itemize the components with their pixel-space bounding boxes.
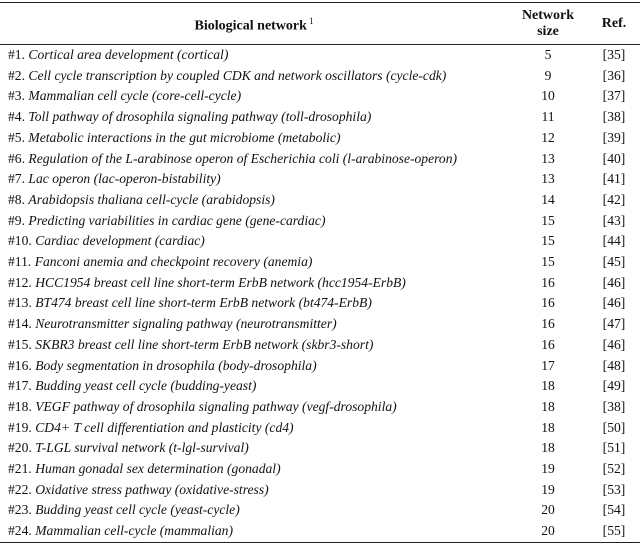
cell-network xyxy=(0,211,508,232)
network-number: #13. xyxy=(8,295,32,311)
network-number: #22. xyxy=(8,481,32,497)
cell-reference: [55] xyxy=(602,523,626,539)
table-row xyxy=(0,418,640,439)
table-row xyxy=(0,459,640,480)
table-row xyxy=(0,45,640,66)
cell-network-size: 16 xyxy=(541,295,555,311)
table-row xyxy=(0,356,640,377)
network-description: Mammalian cell-cycle (mammalian) xyxy=(35,523,234,539)
network-number: #4. xyxy=(8,109,25,125)
cell-network-size: 10 xyxy=(541,88,555,104)
network-number: #12. xyxy=(8,274,32,290)
cell-reference: [36] xyxy=(602,67,626,83)
cell-network xyxy=(0,356,508,377)
network-description: Predicting variabilities in cardiac gene (gene-cardiac) xyxy=(28,212,326,228)
network-description: Cortical area development (cortical) xyxy=(28,47,229,62)
cell-network-size: 15 xyxy=(541,212,555,228)
network-description: SKBR3 breast cell line short-term ErbB network (skbr3-short) xyxy=(35,336,374,352)
table-row xyxy=(0,211,640,232)
network-number: #2. xyxy=(8,67,25,83)
cell-reference: [35] xyxy=(602,47,626,62)
network-number: #15. xyxy=(8,336,32,352)
cell-network xyxy=(0,480,508,501)
header-size-line2: size xyxy=(537,24,559,39)
cell-network xyxy=(0,231,508,252)
network-number: #9. xyxy=(8,212,25,228)
network-number: #7. xyxy=(8,171,25,187)
table-header xyxy=(0,3,640,45)
cell-network xyxy=(0,418,508,439)
cell-reference: [46] xyxy=(602,274,626,290)
cell-network-size: 19 xyxy=(541,481,555,497)
cell-reference: [45] xyxy=(602,254,626,270)
cell-reference: [46] xyxy=(602,336,626,352)
cell-reference: [44] xyxy=(602,233,626,249)
network-number: #1. xyxy=(8,47,25,62)
cell-network xyxy=(0,376,508,397)
network-number: #20. xyxy=(8,440,32,456)
network-number: #21. xyxy=(8,461,32,477)
table-row xyxy=(0,231,640,252)
network-description: Regulation of the L-arabinose operon of Escherichia coli (l-arabinose-operon) xyxy=(28,150,458,166)
table-row xyxy=(0,66,640,87)
cell-network xyxy=(0,397,508,418)
network-number: #5. xyxy=(8,129,25,145)
cell-network xyxy=(0,66,508,87)
cell-network-size: 17 xyxy=(541,357,555,373)
table-row xyxy=(0,128,640,149)
cell-network-size: 20 xyxy=(541,502,555,518)
cell-reference: [54] xyxy=(602,502,626,518)
network-description: Body segmentation in drosophila (body-drosophila) xyxy=(35,357,317,373)
cell-network-size: 13 xyxy=(541,171,555,187)
cell-reference: [39] xyxy=(602,129,626,145)
network-description: Arabidopsis thaliana cell-cycle (arabidopsis) xyxy=(28,191,275,207)
network-description: Metabolic interactions in the gut microbiome (metabolic) xyxy=(28,129,341,145)
network-table xyxy=(0,2,640,543)
header-network-size xyxy=(508,3,588,45)
cell-reference: [42] xyxy=(602,191,626,207)
table-row xyxy=(0,438,640,459)
cell-reference: [40] xyxy=(602,150,626,166)
cell-network-size: 12 xyxy=(541,129,555,145)
network-description: BT474 breast cell line short-term ErbB network (bt474-ErbB) xyxy=(35,295,372,311)
header-size-line1: Network xyxy=(521,8,575,23)
cell-network xyxy=(0,500,508,521)
cell-network xyxy=(0,314,508,335)
network-number: #11. xyxy=(8,254,32,270)
cell-network xyxy=(0,128,508,149)
cell-reference: [46] xyxy=(602,295,626,311)
network-number: #23. xyxy=(8,502,32,518)
cell-network-size: 15 xyxy=(541,254,555,270)
network-number: #8. xyxy=(8,191,25,207)
network-description: Toll pathway of drosophila signaling pathway (toll-drosophila) xyxy=(28,109,372,125)
cell-reference: [38] xyxy=(602,109,626,125)
cell-reference: [52] xyxy=(602,461,626,477)
cell-network-size: 11 xyxy=(541,109,555,125)
network-description: Human gonadal sex determination (gonadal) xyxy=(35,461,281,477)
network-number: #19. xyxy=(8,419,32,435)
cell-reference: [50] xyxy=(602,419,626,435)
cell-network xyxy=(0,169,508,190)
cell-reference: [38] xyxy=(602,398,626,414)
network-number: #10. xyxy=(8,233,32,249)
cell-network xyxy=(0,438,508,459)
network-description: Budding yeast cell cycle (budding-yeast) xyxy=(35,378,257,394)
network-number: #6. xyxy=(8,150,25,166)
cell-network-size: 9 xyxy=(544,67,552,83)
header-network-label: Biological network xyxy=(194,18,307,34)
network-description: Oxidative stress pathway (oxidative-stress) xyxy=(35,481,269,497)
network-description: VEGF pathway of drosophila signaling pathway (vegf-drosophila) xyxy=(35,398,397,414)
cell-network-size: 15 xyxy=(541,233,555,249)
table-row xyxy=(0,273,640,294)
cell-network xyxy=(0,149,508,170)
cell-network xyxy=(0,190,508,211)
cell-network-size: 13 xyxy=(541,150,555,166)
cell-network-size: 20 xyxy=(541,523,555,539)
cell-reference: [48] xyxy=(602,357,626,373)
network-number: #14. xyxy=(8,316,32,332)
cell-reference: [41] xyxy=(602,171,626,187)
network-description: Mammalian cell cycle (core-cell-cycle) xyxy=(28,88,242,104)
table-row xyxy=(0,86,640,107)
table-row xyxy=(0,149,640,170)
network-number: #16. xyxy=(8,357,32,373)
network-number: #3. xyxy=(8,88,25,104)
cell-network-size: 16 xyxy=(541,274,555,290)
table-row xyxy=(0,107,640,128)
table-row xyxy=(0,376,640,397)
cell-reference: [37] xyxy=(602,88,626,104)
network-number: #17. xyxy=(8,378,32,394)
cell-network xyxy=(0,252,508,273)
cell-reference: [49] xyxy=(602,378,626,394)
table-row xyxy=(0,500,640,521)
network-description: T-LGL survival network (t-lgl-survival) xyxy=(35,440,249,456)
cell-network-size: 16 xyxy=(541,336,555,352)
cell-network xyxy=(0,293,508,314)
network-number: #24. xyxy=(8,523,32,539)
header-ref: Ref. xyxy=(601,16,627,31)
cell-network xyxy=(0,273,508,294)
cell-network-size: 5 xyxy=(544,47,552,62)
cell-network xyxy=(0,459,508,480)
cell-reference: [51] xyxy=(602,440,626,456)
cell-network xyxy=(0,521,508,542)
cell-network-size: 16 xyxy=(541,316,555,332)
network-description: Cell cycle transcription by coupled CDK and network oscillators (cycle-cdk) xyxy=(28,67,447,83)
table-body xyxy=(0,45,640,543)
network-description: Budding yeast cell cycle (yeast-cycle) xyxy=(35,502,240,518)
cell-reference: [53] xyxy=(602,481,626,497)
cell-network xyxy=(0,45,508,66)
cell-network-size: 19 xyxy=(541,461,555,477)
table-row xyxy=(0,252,640,273)
table-row xyxy=(0,293,640,314)
cell-network xyxy=(0,335,508,356)
network-number: #18. xyxy=(8,398,32,414)
network-description: HCC1954 breast cell line short-term ErbB network (hcc1954-ErbB) xyxy=(35,274,406,290)
cell-reference: [43] xyxy=(602,212,626,228)
table-row xyxy=(0,314,640,335)
table-row xyxy=(0,521,640,542)
cell-network xyxy=(0,107,508,128)
cell-network xyxy=(0,86,508,107)
table-row xyxy=(0,335,640,356)
table-row xyxy=(0,169,640,190)
cell-network-size: 18 xyxy=(541,378,555,394)
cell-reference: [47] xyxy=(602,316,626,332)
network-description: Fanconi anemia and checkpoint recovery (anemia) xyxy=(34,254,313,270)
table-row xyxy=(0,397,640,418)
network-description: Lac operon (lac-operon-bistability) xyxy=(28,171,221,187)
header-row xyxy=(0,3,640,45)
cell-network-size: 18 xyxy=(541,398,555,414)
header-biological-network xyxy=(0,3,508,45)
network-description: Cardiac development (cardiac) xyxy=(35,233,205,249)
network-description: Neurotransmitter signaling pathway (neurotransmitter) xyxy=(35,316,337,332)
cell-network-size: 14 xyxy=(541,191,555,207)
table-row xyxy=(0,480,640,501)
table-row xyxy=(0,190,640,211)
cell-network-size: 18 xyxy=(541,419,555,435)
network-description: CD4+ T cell differentiation and plasticity (cd4) xyxy=(35,419,294,435)
header-footnote-marker: 1 xyxy=(308,16,314,27)
cell-network-size: 18 xyxy=(541,440,555,456)
